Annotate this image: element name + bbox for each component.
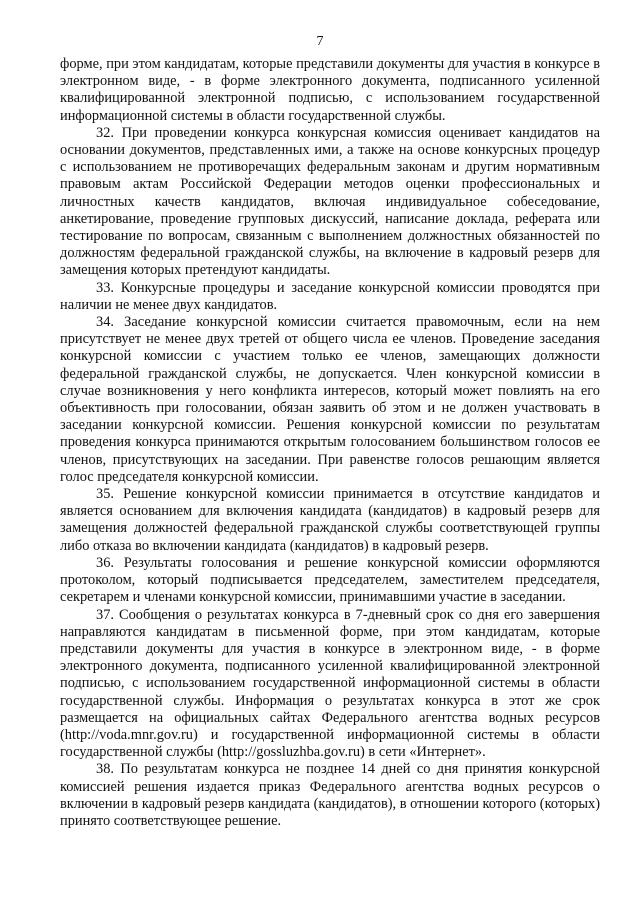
page-number: 7: [316, 34, 324, 49]
paragraph-38: 38. По результатам конкурса не позднее 14 дней со дня принятия конкурсной комиссией решения издается приказ Федерального агентства водных ресурсов о включении в кадровый резерв кандидата (кандидатов), в отношении которого (которых) принято соответствующее решение.: [60, 761, 600, 829]
document-body: [60, 56, 600, 830]
paragraph-35: 35. Решение конкурсной комиссии принимается в отсутствие кандидатов и является основанием для включения кандидата (кандидатов) в кадровый резерв для замещения должностей федеральной гражданской службы соответствующей группы либо отказа во включении кандидата (кандидатов) в кадровый резерв.: [60, 486, 600, 554]
paragraph-33: 33. Конкурсные процедуры и заседание конкурсной комиссии проводятся при наличии не менее двух кандидатов.: [60, 279, 600, 313]
paragraph-37: 37. Сообщения о результатах конкурса в 7-дневный срок со дня его завершения направляются кандидатам в письменной форме, при этом кандидатам, которые представили документы для участия в конкурсе в электронном виде, - в форме электронного документа, подписанного усиленной квалифицированной электронной подписью, с использованием государственной информационной системы в области государственной службы. Информация о результатах конкурса в этот же срок размещается на официальных сайтах Федерального агентства водных ресурсов (http://voda.mnr.gov.ru) и государственной информационной системы в области государственной службы (http://gossluzhba.gov.ru) в сети «Интернет».: [60, 606, 600, 761]
paragraph-34: 34. Заседание конкурсной комиссии считается правомочным, если на нем присутствует не менее двух третей от общего числа ее членов. Проведение заседания конкурсной комиссии с участием только ее членов, замещающих должности федеральной гражданской службы, не допускается. Член конкурсной комиссии в случае возникновения у него конфликта интересов, который может повлиять на его объективность при голосовании, обязан заявить об этом и не должен участвовать в заседании конкурсной комиссии. Решения конкурсной комиссии по результатам проведения конкурса принимаются открытым голосованием большинством голосов ее членов, присутствующих на заседании. При равенстве голосов решающим является голос председателя конкурсной комиссии.: [60, 314, 600, 485]
paragraph-36: 36. Результаты голосования и решение конкурсной комиссии оформляются протоколом, который подписывается председателем, заместителем председателя, секретарем и членами конкурсной комиссии, принимавшими участие в заседании.: [60, 554, 600, 606]
paragraph-continuation: форме, при этом кандидатам, которые представили документы для участия в конкурсе в электронном виде, - в форме электронного документа, подписанного усиленной квалифицированной электронной подписью, с использованием государственной информационной системы в области государственной службы.: [60, 56, 600, 124]
paragraph-32: 32. При проведении конкурса конкурсная комиссия оценивает кандидатов на основании документов, представленных ими, а также на основе конкурсных процедур с использованием не противоречащих федеральным законам и другим нормативным правовым актам Российской Федерации методов оценки профессиональных и личностных качеств кандидатов, включая индивидуальное собеседование, анкетирование, проведение групповых дискуссий, написание доклада, реферата или тестирование по вопросам, связанным с выполнением должностных обязанностей по должностям федеральной гражданской службы, на включение в кадровый резерв для замещения которых претендуют кандидаты.: [60, 124, 600, 279]
